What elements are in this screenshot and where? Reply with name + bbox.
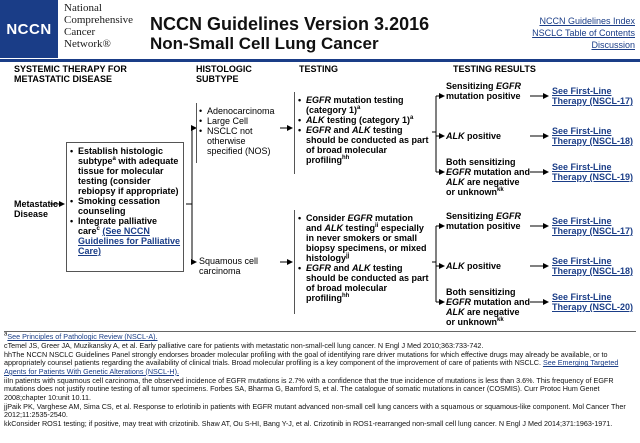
result-text: Both sensitizing (446, 287, 516, 297)
test-text: Consider (306, 213, 348, 223)
footnote-kk: kkConsider ROS1 testing; if positive, may treat with crizotinib. Shaw AT, Ou S-HI, Bang Y-J, et al. Crizotinib in ROS1-rearranged non-small cell lung cancer. N Engl J Med 2014;371:1963-1971. (4, 419, 613, 428)
footnote-ii: iiIn patients with squamous cell carcinoma, the observed incidence of EGFR mutations is 2.7% with a confidence that the true incidence of mutations is less than 3.6%. This frequency of EGFR mutations does not justify routine testing of all tumor specimens. Forbes SA, Bharma G, Bamford S, et al. The catalogue of somatic mutations in cancer (COSMIS). Curr Protoc Hum Genet 2008;chapter 10:unit 10.11. (4, 376, 614, 402)
first-line-therapy-link-nscl-18[interactable]: See First-Line Therapy (NSCL-18) (552, 256, 634, 276)
subtype-nos: • NSCLC not otherwise specified (NOS) (207, 126, 278, 156)
col-header-therapy: SYSTEMIC THERAPY FOR METASTATIC DISEASE (14, 64, 127, 84)
subtype-squamous: Squamous cell carcinoma (199, 256, 259, 276)
footnote-marker: a (4, 331, 8, 338)
footnote-ref: jj (346, 253, 350, 259)
footnote-ref: a (357, 105, 361, 111)
footnote-ref: kk (497, 317, 504, 323)
test-profiling (306, 125, 430, 165)
subtype-adenocarcinoma: • Adenocarcinoma (207, 106, 278, 116)
first-line-therapy-link-nscl-19[interactable]: See First-Line Therapy (NSCL-19) (552, 162, 634, 182)
result-text: mutation and (471, 297, 531, 307)
nccn-logo: NCCN (0, 0, 58, 58)
gene-egfr: EGFR (496, 211, 522, 221)
result-text: positive (464, 131, 502, 141)
testing-upper-box (294, 92, 432, 174)
org-line: Cancer (64, 26, 96, 38)
test-text: testing should be conducted as part of broad molecular profiling (306, 263, 429, 303)
test-egfr (306, 95, 430, 115)
result-both-negative (446, 157, 530, 197)
step-text: Integrate palliative care (78, 216, 158, 236)
gene-alk: ALK (446, 131, 465, 141)
result-text: Both sensitizing (446, 157, 516, 167)
test-text: and (331, 125, 353, 135)
page-title: NCCN Guidelines Version 3.2016 (150, 14, 430, 34)
step-text: with adequate tissue for molecular testing (consider rebiopsy if appropriate) (78, 156, 179, 196)
footnote-ref: ii (375, 223, 379, 229)
adeno-subtype-box (196, 103, 280, 161)
first-line-therapy-link-nscl-18[interactable]: See First-Line Therapy (NSCL-18) (552, 126, 634, 146)
initial-steps-list (69, 146, 181, 256)
footnote-ref: a (112, 156, 116, 162)
result-alk-positive (446, 261, 530, 271)
test-text: especially in never smokers or small biopsy specimens, or mixed histology (306, 223, 427, 263)
gene-alk: ALK (324, 223, 344, 233)
discussion-link[interactable]: Discussion (591, 40, 635, 50)
gene-alk: ALK (352, 263, 371, 273)
result-text: mutation positive (446, 221, 521, 231)
gene-egfr: EGFR (306, 95, 332, 105)
result-egfr-positive (446, 81, 530, 101)
org-line: Comprehensive (64, 14, 134, 26)
guidelines-index-link[interactable]: NCCN Guidelines Index (539, 16, 635, 26)
result-text: mutation positive (446, 91, 521, 101)
result-both-negative (446, 287, 530, 327)
org-line: Network® (64, 38, 111, 50)
step-text: Establish histologic subtype (78, 146, 164, 166)
result-alk-positive (446, 131, 530, 141)
gene-alk: ALK (352, 125, 371, 135)
gene-alk: ALK (446, 261, 465, 271)
result-text: Sensitizing (446, 81, 497, 91)
result-text: are negative or unknown (446, 307, 520, 327)
footnote-hh (4, 351, 636, 376)
footnote-ref: kk (497, 187, 504, 193)
page-subtitle: Non-Small Cell Lung Cancer (150, 34, 379, 53)
gene-egfr: EGFR (446, 297, 472, 307)
testing-lower-box (294, 210, 432, 314)
gene-egfr: EGFR (306, 263, 332, 273)
test-text: testing (343, 223, 376, 233)
footnote-text: hhThe NCCN NSCLC Guidelines Panel strongly endorses broader molecular profiling with the goal of identifying rare driver mutations for which effective drugs may already be available, or to appropriately counsel patients regarding the availability of clinical trials. Broad molecular profiling is a key component of the improvement of care of patients with NSCLC. (4, 350, 608, 368)
test-text: and (331, 263, 353, 273)
step-palliative-care (78, 216, 181, 256)
first-line-therapy-link-nscl-17[interactable]: See First-Line Therapy (NSCL-17) (552, 216, 634, 236)
result-text: are negative or unknown (446, 177, 520, 197)
org-line: National (64, 2, 102, 14)
gene-alk: ALK (446, 177, 465, 187)
col-header-results: TESTING RESULTS (453, 64, 536, 74)
col-header-histologic: HISTOLOGIC SUBTYPE (196, 64, 252, 84)
gene-alk: ALK (306, 115, 325, 125)
test-profiling (306, 263, 430, 303)
test-alk (306, 115, 430, 125)
test-text: mutation and (306, 213, 414, 233)
footnote-c: cTemel JS, Greer JA, Muzikansky A, et al. Early palliative care for patients with metastatic non-small-cell lung cancer. N Engl J Med 2010;363:733-742. (4, 341, 484, 350)
adeno-subtype-list (198, 106, 278, 156)
col-header-testing: TESTING (299, 64, 339, 74)
gene-egfr: EGFR (306, 125, 332, 135)
footnote-ref: hh (342, 155, 350, 161)
toc-link[interactable]: NSCLC Table of Contents (532, 28, 635, 38)
result-egfr-positive (446, 211, 530, 231)
testing-upper-list (297, 95, 430, 165)
first-line-therapy-link-nscl-20[interactable]: See First-Line Therapy (NSCL-20) (552, 292, 634, 312)
result-text: mutation and (471, 167, 531, 177)
subtype-large-cell: • Large Cell (207, 116, 278, 126)
test-text: mutation testing (category 1) (306, 95, 404, 115)
pathologic-review-link[interactable]: See Principles of Pathologic Review (NSCL-A). (7, 332, 158, 341)
palliative-care-link[interactable]: (See NCCN Guidelines for Palliative Care) (78, 226, 181, 256)
gene-egfr: EGFR (347, 213, 373, 223)
test-text: testing should be conducted as part of broad molecular profiling (306, 125, 429, 165)
result-text: positive (464, 261, 502, 271)
gene-alk: ALK (446, 307, 465, 317)
emerging-agents-link[interactable]: See Emerging Targeted Agents for Patients With Genetic Alterations (NSCL-H). (4, 358, 619, 376)
footnote-ref: c (96, 226, 100, 232)
test-consider (306, 213, 430, 263)
metastatic-disease-label: Metastatic Disease (14, 199, 59, 219)
first-line-therapy-link-nscl-17[interactable]: See First-Line Therapy (NSCL-17) (552, 86, 634, 106)
step-histologic-subtype (78, 146, 181, 196)
test-text: testing (category 1) (324, 115, 411, 125)
footnote-ref: hh (342, 293, 350, 299)
step-smoking-cessation: • Smoking cessation counseling (78, 196, 181, 216)
adeno-bracket (196, 103, 197, 163)
footnote-ref: a (410, 115, 414, 121)
footnote-jj: jjPaik PK, Varghese AM, Sima CS, et al. Response to erlotinib in patients with EGFR mutant advanced non-small cell lung cancers with a squamous or squamous-like component. Mol Cancer Ther 2012;11:2535-2540. (4, 402, 626, 420)
result-text: Sensitizing (446, 211, 497, 221)
gene-egfr: EGFR (496, 81, 522, 91)
initial-steps-box (66, 142, 184, 272)
testing-lower-list (297, 213, 430, 303)
gene-egfr: EGFR (446, 167, 472, 177)
